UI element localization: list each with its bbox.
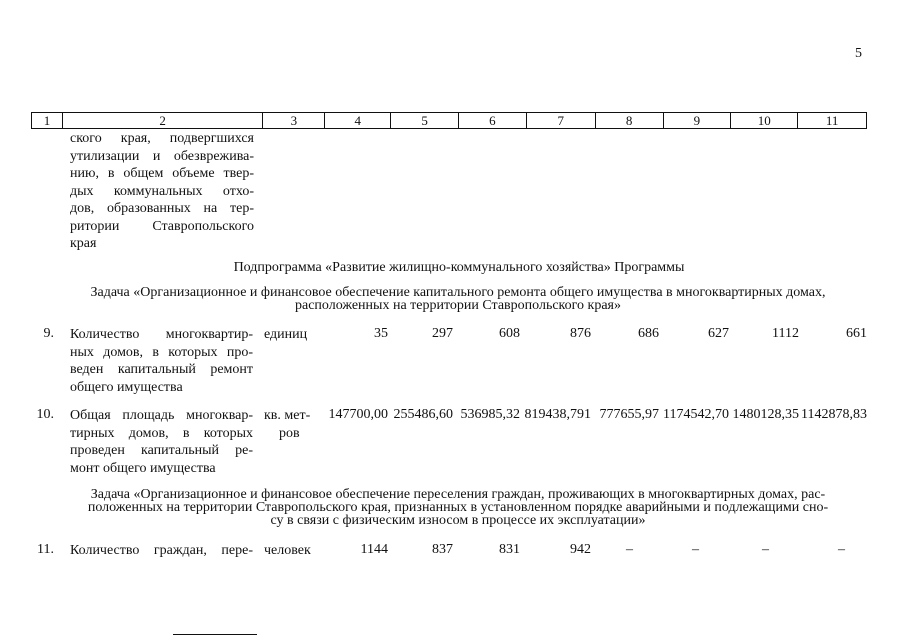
subprogram-title: Подпрограмма «Развитие жилищно-коммунального хозяйства» Программы bbox=[233, 260, 685, 275]
header-col-10: 10 bbox=[731, 113, 798, 128]
continuation-description bbox=[70, 130, 254, 253]
row-number: 9. bbox=[43, 326, 54, 341]
row-unit: единиц bbox=[264, 327, 308, 342]
row-value-col11: 1142878,83 bbox=[801, 407, 867, 422]
header-col-5: 5 bbox=[391, 113, 459, 128]
task2-line-1: Задача «Организационное и финансовое обеспечение переселения граждан, проживающих в многоквартирных домах, рас- bbox=[90, 487, 826, 502]
row-value-col10: – bbox=[762, 542, 769, 557]
row-value-col9: 1174542,70 bbox=[663, 407, 729, 422]
header-col-11: 11 bbox=[825, 113, 839, 128]
header-col-8: 8 bbox=[596, 113, 664, 128]
row-description bbox=[70, 326, 253, 396]
continuation-line: утилизации и обезврежива- bbox=[70, 148, 254, 164]
row-value-col7: 876 bbox=[570, 326, 591, 341]
row-value-col11: – bbox=[838, 542, 845, 557]
row-description-line: ных домов, в которых про- bbox=[70, 344, 253, 360]
row-description-line: проведен капитальный ре- bbox=[70, 443, 253, 458]
row-value-col4: 35 bbox=[374, 326, 388, 341]
row-value-col8: 777655,97 bbox=[599, 407, 659, 422]
row-value-col10: 1112 bbox=[772, 326, 799, 341]
row-description bbox=[70, 542, 253, 560]
continuation-line: нию, в общем объеме твер- bbox=[70, 166, 254, 181]
row-value-col6: 608 bbox=[499, 326, 520, 341]
row-value-col8: 686 bbox=[638, 326, 659, 341]
row-value-col9: – bbox=[692, 542, 699, 557]
row-unit bbox=[264, 407, 324, 442]
row-value-col5: 297 bbox=[432, 326, 453, 341]
row-description-line: Количество граждан, пере- bbox=[70, 543, 253, 558]
header-col-9: 9 bbox=[664, 113, 732, 128]
row-description-line: веден капитальный ремонт bbox=[70, 362, 253, 377]
row-value-col4: 1144 bbox=[360, 542, 388, 557]
task2-line-3: су в связи с физическим износом в процессе их эксплуатации» bbox=[270, 513, 646, 528]
row-value-col11: 661 bbox=[846, 326, 867, 341]
table-header-row bbox=[31, 112, 867, 129]
header-col-2: 2 bbox=[63, 113, 264, 128]
row-value-col8: – bbox=[626, 542, 633, 557]
header-col-1: 1 bbox=[32, 113, 63, 128]
row-unit: человек bbox=[264, 543, 311, 558]
header-col-3: 3 bbox=[263, 113, 325, 128]
continuation-line: дов, образованных на тер- bbox=[70, 201, 254, 216]
continuation-line: ритории Ставропольского bbox=[70, 218, 254, 234]
task2-line-2: положенных на территории Ставропольского края, признанных в установленном порядке аварийными и подлежащими сно- bbox=[87, 500, 829, 515]
header-col-4: 4 bbox=[325, 113, 391, 128]
row-number: 10. bbox=[36, 407, 54, 422]
continuation-line: ского края, подвергшихся bbox=[70, 131, 254, 146]
row-description-line: тирных домов, в которых bbox=[70, 425, 253, 441]
task1-line-2: расположенных на территории Ставропольского края» bbox=[294, 298, 621, 313]
row-number: 11. bbox=[37, 542, 54, 557]
row-value-col7: 942 bbox=[570, 542, 591, 557]
row-value-col7: 819438,791 bbox=[524, 407, 591, 422]
row-value-col4: 147700,00 bbox=[328, 407, 388, 422]
row-unit-line: кв. мет- bbox=[264, 408, 311, 423]
row-description-line: общего имущества bbox=[70, 379, 183, 395]
row-value-col6: 536985,32 bbox=[460, 407, 520, 422]
row-value-col10: 1480128,35 bbox=[732, 407, 799, 422]
row-value-col9: 627 bbox=[708, 326, 729, 341]
page-number: 5 bbox=[855, 46, 862, 61]
continuation-line: дых коммунальных отхо- bbox=[70, 183, 254, 199]
row-value-col5: 837 bbox=[432, 542, 453, 557]
row-description bbox=[70, 407, 253, 477]
footnote-divider bbox=[173, 634, 257, 635]
continuation-line: края bbox=[70, 236, 97, 251]
row-description-line: монт общего имущества bbox=[70, 460, 216, 476]
task1-line-1: Задача «Организационное и финансовое обеспечение капитального ремонта общего имущества в многоквартирных домах, bbox=[90, 285, 826, 300]
header-col-7: 7 bbox=[527, 113, 596, 128]
row-description-line: Общая площадь многоквар- bbox=[70, 408, 253, 423]
header-col-6: 6 bbox=[459, 113, 527, 128]
row-description-line: Количество многоквартир- bbox=[70, 327, 253, 342]
row-value-col6: 831 bbox=[499, 542, 520, 557]
row-value-col5: 255486,60 bbox=[393, 407, 453, 422]
row-unit-line: ров bbox=[279, 425, 300, 441]
